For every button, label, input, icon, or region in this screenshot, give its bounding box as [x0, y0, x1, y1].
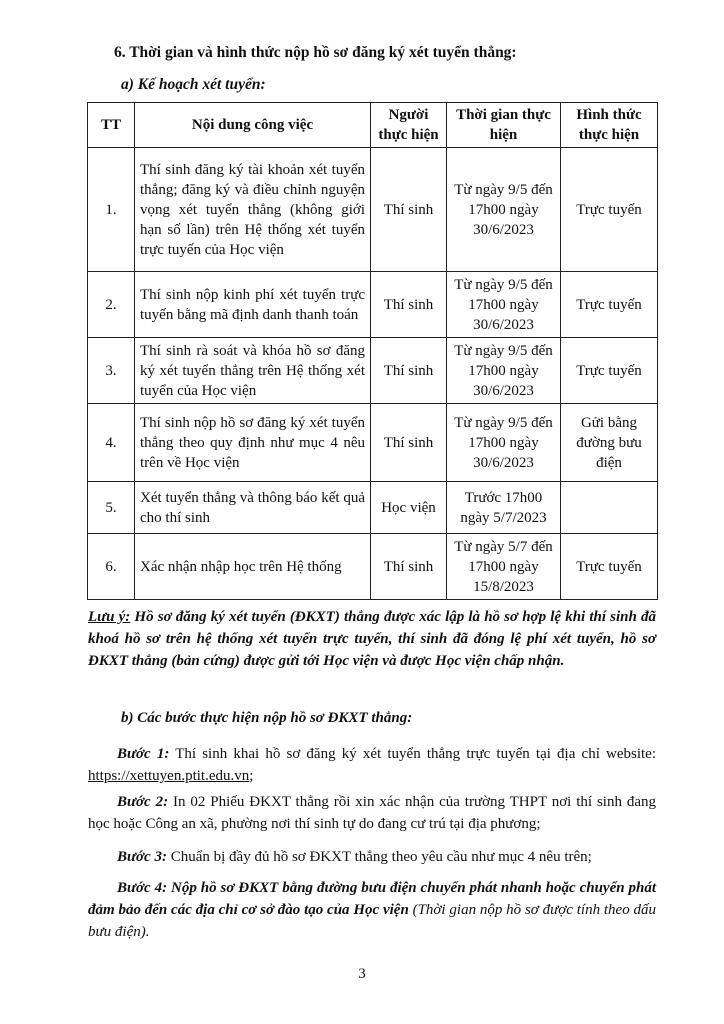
step-1-end: ; — [249, 768, 254, 784]
subsection-b-heading: b) Các bước thực hiện nộp hồ sơ ĐKXT thẳng: — [121, 710, 413, 726]
cell-time: Từ ngày 9/5 đến 17h00 ngày 30/6/2023 — [447, 272, 561, 338]
step-2 — [88, 791, 656, 835]
table-row — [88, 404, 658, 482]
header-who: Người thực hiện — [371, 103, 447, 148]
note-paragraph — [88, 606, 656, 672]
step-2-label: Bước 2: — [117, 794, 169, 810]
step-4-text: Bước 4: Nộp hồ sơ ĐKXT bằng đường bưu điện chuyển phát nhanh hoặc chuyển phát đảm bảo đến các địa chỉ cơ sở đào tạo của Học viện — [88, 880, 656, 918]
cell-time: Từ ngày 9/5 đến 17h00 ngày 30/6/2023 — [447, 404, 561, 482]
cell-tt: 5. — [88, 482, 135, 534]
cell-who: Thí sinh — [371, 148, 447, 272]
table-row — [88, 534, 658, 600]
cell-tt: 6. — [88, 534, 135, 600]
section-heading: 6. Thời gian và hình thức nộp hồ sơ đăng ký xét tuyển thẳng: — [114, 44, 517, 61]
note-text: Hồ sơ đăng ký xét tuyển (ĐKXT) thẳng được xác lập là hồ sơ hợp lệ khi thí sinh đã khoá hồ sơ trên hệ thống xét tuyển trực tuyến, thí sinh đã đóng lệ phí xét tuyển, hồ sơ ĐKXT thẳng (bản cứng) được gửi tới Học viện và được Học viện chấp nhận. — [88, 609, 656, 669]
cell-tt: 2. — [88, 272, 135, 338]
cell-job: Thí sinh rà soát và khóa hồ sơ đăng ký xét tuyển thẳng trên Hệ thống xét tuyển của Học viện — [135, 338, 371, 404]
cell-who: Thí sinh — [371, 534, 447, 600]
step-1 — [88, 743, 656, 787]
website-link[interactable]: https://xettuyen.ptit.edu.vn — [88, 768, 250, 784]
cell-form: Trực tuyến — [561, 148, 658, 272]
cell-tt: 3. — [88, 338, 135, 404]
cell-job: Thí sinh đăng ký tài khoản xét tuyển thẳng; đăng ký và điều chỉnh nguyện vọng xét tuyển thẳng (không giới hạn số lần) trên Hệ thống xét tuyển trực tuyến của Học viện — [135, 148, 371, 272]
cell-tt: 1. — [88, 148, 135, 272]
step-4-aside: (Thời gian nộp hồ sơ được tính theo dấu bưu điện). — [88, 902, 656, 940]
table-row — [88, 272, 658, 338]
cell-time: Từ ngày 9/5 đến 17h00 ngày 30/6/2023 — [447, 148, 561, 272]
cell-form: Trực tuyến — [561, 272, 658, 338]
table-row — [88, 482, 658, 534]
header-time: Thời gian thực hiện — [447, 103, 561, 148]
step-3 — [88, 846, 656, 868]
step-1-label: Bước 1: — [117, 746, 170, 762]
cell-job: Xét tuyển thẳng và thông báo kết quả cho thí sinh — [135, 482, 371, 534]
cell-job: Thí sinh nộp hồ sơ đăng ký xét tuyển thẳng theo quy định như mục 4 nêu trên về Học viện — [135, 404, 371, 482]
note-label: Lưu ý: — [88, 609, 131, 625]
step-3-label: Bước 3: — [117, 849, 167, 865]
cell-form — [561, 482, 658, 534]
page-number: 3 — [358, 966, 366, 982]
step-1-text: Thí sinh khai hồ sơ đăng ký xét tuyển thẳng trực tuyến tại địa chỉ website: — [169, 746, 656, 762]
cell-form: Gửi bằng đường bưu điện — [561, 404, 658, 482]
cell-who: Thí sinh — [371, 404, 447, 482]
header-tt: TT — [88, 103, 135, 148]
cell-time: Từ ngày 9/5 đến 17h00 ngày 30/6/2023 — [447, 338, 561, 404]
header-form: Hình thức thực hiện — [561, 103, 658, 148]
cell-job: Xác nhận nhập học trên Hệ thống — [135, 534, 371, 600]
cell-job: Thí sinh nộp kinh phí xét tuyển trực tuyến bằng mã định danh thanh toán — [135, 272, 371, 338]
table-row — [88, 148, 658, 272]
step-2-text: In 02 Phiếu ĐKXT thẳng rồi xin xác nhận của trường THPT nơi thí sinh đang học hoặc Công an xã, phường nơi thí sinh tự do đang cư trú tại địa phương; — [88, 794, 656, 832]
step-4 — [88, 877, 656, 943]
cell-form: Trực tuyến — [561, 534, 658, 600]
admission-plan-table — [87, 102, 658, 600]
step-3-text: Chuẩn bị đầy đủ hồ sơ ĐKXT thẳng theo yêu cầu như mục 4 nêu trên; — [166, 849, 592, 865]
cell-form: Trực tuyến — [561, 338, 658, 404]
cell-tt: 4. — [88, 404, 135, 482]
cell-who: Học viện — [371, 482, 447, 534]
header-job: Nội dung công việc — [135, 103, 371, 148]
table-row — [88, 338, 658, 404]
cell-who: Thí sinh — [371, 338, 447, 404]
table-header-row — [88, 103, 658, 148]
subsection-a-heading: a) Kế hoạch xét tuyển: — [121, 76, 266, 93]
cell-time: Trước 17h00 ngày 5/7/2023 — [447, 482, 561, 534]
cell-who: Thí sinh — [371, 272, 447, 338]
cell-time: Từ ngày 5/7 đến 17h00 ngày 15/8/2023 — [447, 534, 561, 600]
